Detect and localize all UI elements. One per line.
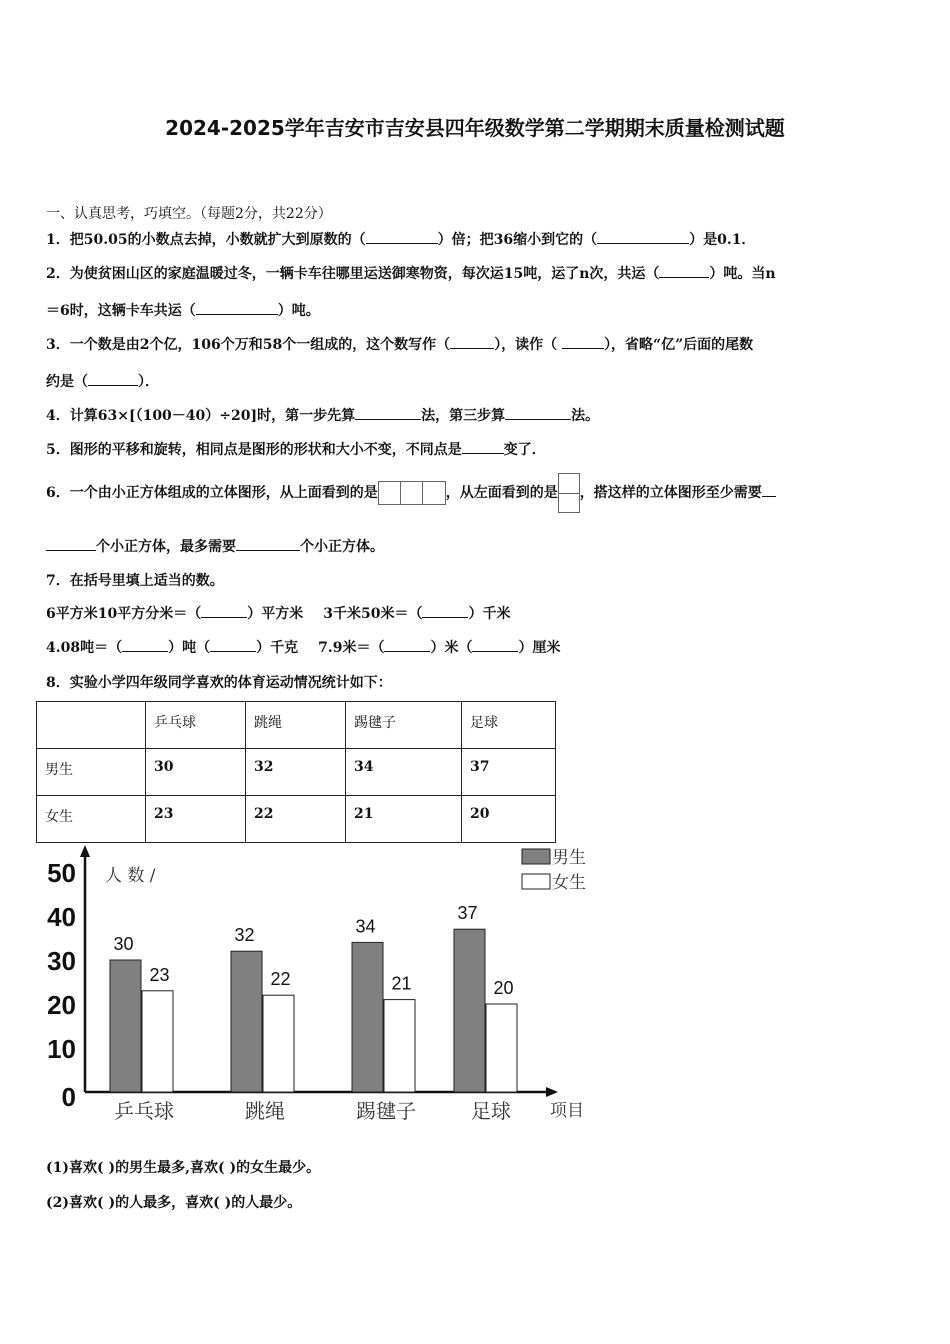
q1-text-a: 1．把50.05的小数点去掉，小数就扩大到原数的（ bbox=[46, 232, 366, 248]
y-tick-label: 20 bbox=[47, 990, 76, 1020]
table-cell: 21 bbox=[346, 796, 462, 843]
q1-text-b: ）倍；把36缩小到它的（ bbox=[437, 232, 598, 248]
q7-text-l2f: ）厘米 bbox=[518, 640, 561, 656]
question-8: 8．实验小学四年级同学喜欢的体育运动情况统计如下： bbox=[46, 675, 392, 691]
q7-text-l1d: ）千米 bbox=[468, 606, 511, 622]
x-tick-label: 踢毽子 bbox=[356, 1099, 416, 1123]
q1-blank-2[interactable] bbox=[597, 229, 689, 244]
table-row bbox=[37, 796, 556, 843]
q2-text-c: ＝6时，这辆卡车共运（ bbox=[46, 303, 196, 319]
q6-blank-2[interactable] bbox=[236, 536, 300, 551]
q4-blank-1[interactable] bbox=[355, 405, 421, 420]
q4-text-c: 法。 bbox=[571, 408, 600, 424]
stats-table bbox=[36, 701, 556, 843]
table-header-cell bbox=[37, 702, 146, 749]
left-view-figure bbox=[558, 473, 580, 513]
q7-text-l1b: ）平方米 bbox=[247, 606, 304, 622]
bar-girls bbox=[263, 995, 294, 1092]
question-2 bbox=[46, 263, 776, 283]
q5-text-b: 变了． bbox=[503, 442, 546, 458]
q7-blank-4[interactable] bbox=[210, 637, 256, 652]
q2-text-a: 2．为使贫困山区的家庭温暖过冬，一辆卡车往哪里运送御寒物资，每次运15吨，运了n次，共运（ bbox=[46, 266, 660, 282]
bar-girls bbox=[486, 1004, 517, 1092]
q7-text-l2a: 4.08吨＝（ bbox=[46, 640, 123, 656]
q1-text-c: ）是0.1． bbox=[689, 232, 756, 248]
bar-girls bbox=[142, 991, 173, 1092]
bar-value-label: 32 bbox=[234, 925, 255, 946]
question-7-line-2 bbox=[46, 637, 560, 657]
bar-value-label: 30 bbox=[113, 934, 134, 954]
table-header-row bbox=[37, 702, 556, 749]
question-6-cont bbox=[46, 536, 384, 556]
y-tick-label: 0 bbox=[61, 1082, 76, 1112]
q7-text-l1c: 3千米50米＝（ bbox=[323, 606, 423, 622]
table-header-cell: 足球 bbox=[462, 702, 556, 749]
y-tick-label: 50 bbox=[47, 858, 76, 888]
top-view-figure bbox=[378, 481, 446, 505]
q3-text-d: 约是（ bbox=[46, 374, 88, 390]
q2-text-b: ）吨。当n bbox=[709, 266, 776, 282]
bar-value-label: 20 bbox=[493, 978, 514, 998]
table-header-cell: 跳绳 bbox=[246, 702, 346, 749]
q2-blank-1[interactable] bbox=[659, 263, 709, 278]
table-cell: 30 bbox=[146, 749, 246, 796]
q3-blank-1[interactable] bbox=[450, 334, 494, 349]
question-7-line-1 bbox=[46, 603, 510, 623]
bar-girls bbox=[384, 1000, 415, 1092]
question-3 bbox=[46, 334, 753, 354]
table-cell: 20 bbox=[462, 796, 556, 843]
q3-blank-3[interactable] bbox=[88, 371, 138, 386]
q6-text-a: 6．一个由小正方体组成的立体图形，从上面看到的是 bbox=[46, 485, 378, 501]
x-tick-label: 乒乓球 bbox=[114, 1099, 174, 1123]
q7-text-l1a: 6平方米10平方分米＝（ bbox=[46, 606, 202, 622]
table-cell: 34 bbox=[346, 749, 462, 796]
question-3-cont bbox=[46, 371, 159, 391]
sub-question-1: (1)喜欢( )的男生最多,喜欢( )的女生最少。 bbox=[46, 1160, 321, 1176]
question-6 bbox=[46, 472, 776, 514]
q5-text-a: 5．图形的平移和旋转，相同点是图形的形状和大小不变，不同点是 bbox=[46, 442, 462, 458]
q3-blank-2[interactable] bbox=[562, 334, 604, 349]
bar-value-label: 34 bbox=[355, 916, 376, 937]
q2-text-d: ）吨。 bbox=[277, 303, 320, 319]
q6-text-c: ，搭这样的立体图形至少需要 bbox=[579, 485, 762, 501]
table-header-cell: 踢毽子 bbox=[346, 702, 462, 749]
q3-text-a: 3．一个数是由2个亿，106个万和58个一组成的，这个数写作（ bbox=[46, 337, 451, 353]
bar-value-label: 37 bbox=[457, 903, 478, 924]
q6-blank-1a[interactable] bbox=[762, 482, 776, 497]
y-tick-label: 30 bbox=[47, 946, 76, 976]
q6-text-d: 个小正方体，最多需要 bbox=[96, 539, 236, 555]
question-1 bbox=[46, 229, 755, 249]
bar-value-label: 21 bbox=[391, 973, 412, 994]
y-tick-label: 40 bbox=[47, 902, 76, 932]
bar-chart bbox=[30, 845, 600, 1130]
q4-blank-2[interactable] bbox=[505, 405, 571, 420]
y-axis-arrow bbox=[80, 845, 90, 857]
bar-boys bbox=[110, 960, 141, 1092]
x-tick-label: 足球 bbox=[471, 1099, 511, 1123]
q6-text-e: 个小正方体。 bbox=[300, 539, 384, 555]
question-4 bbox=[46, 405, 599, 425]
q4-text-b: 法，第三步算 bbox=[421, 408, 506, 424]
q7-text-l2c: ）千克 bbox=[256, 640, 299, 656]
q7-blank-1[interactable] bbox=[201, 603, 247, 618]
q7-blank-2[interactable] bbox=[422, 603, 468, 618]
row-label: 女生 bbox=[37, 796, 146, 843]
q3-text-b: ），读作（ bbox=[494, 337, 563, 353]
q5-blank-1[interactable] bbox=[462, 439, 504, 454]
x-axis-title: 项目 bbox=[550, 1101, 584, 1121]
q1-blank-1[interactable] bbox=[366, 229, 438, 244]
page-title: 2024-2025学年吉安市吉安县四年级数学第二学期期末质量检测试题 bbox=[165, 116, 785, 140]
table-cell: 23 bbox=[146, 796, 246, 843]
bar-boys bbox=[231, 951, 262, 1092]
table-cell: 37 bbox=[462, 749, 556, 796]
q7-text-l2d: 7.9米＝（ bbox=[318, 640, 385, 656]
table-header-cell: 乒乓球 bbox=[146, 702, 246, 749]
q6-blank-1b[interactable] bbox=[46, 536, 96, 551]
legend-label: 男生 bbox=[552, 848, 586, 868]
table-cell: 32 bbox=[246, 749, 346, 796]
q6-text-b: ，从左面看到的是 bbox=[445, 485, 558, 501]
legend-swatch bbox=[522, 849, 550, 864]
q7-text-l2b: ）吨（ bbox=[168, 640, 211, 656]
q7-blank-5[interactable] bbox=[384, 637, 430, 652]
q7-text-l2e: ）米（ bbox=[430, 640, 473, 656]
question-7: 7．在括号里填上适当的数。 bbox=[46, 573, 224, 589]
bar-value-label: 22 bbox=[270, 969, 291, 990]
legend-label: 女生 bbox=[552, 873, 586, 893]
x-tick-label: 跳绳 bbox=[245, 1099, 285, 1123]
x-axis-arrow bbox=[546, 1087, 558, 1097]
q7-blank-6[interactable] bbox=[472, 637, 518, 652]
sub-question-2: (2)喜欢( )的人最多，喜欢( )的人最少。 bbox=[46, 1195, 302, 1211]
bar-boys bbox=[454, 929, 485, 1092]
table-cell: 22 bbox=[246, 796, 346, 843]
question-5 bbox=[46, 439, 546, 459]
table-row bbox=[37, 749, 556, 796]
q4-text-a: 4．计算63×[（100－40）÷20]时，第一步先算 bbox=[46, 408, 356, 424]
bar-boys bbox=[352, 942, 383, 1092]
section-heading: 一、认真思考，巧填空。（每题2分，共22分） bbox=[46, 206, 332, 222]
bar-value-label: 23 bbox=[149, 964, 170, 985]
q3-text-c: ），省略“亿”后面的尾数 bbox=[604, 337, 754, 353]
q2-blank-2[interactable] bbox=[196, 300, 278, 315]
q7-blank-3[interactable] bbox=[122, 637, 168, 652]
q3-text-e: ）． bbox=[138, 374, 159, 390]
y-tick-label: 10 bbox=[47, 1034, 76, 1064]
question-2-cont bbox=[46, 300, 320, 320]
legend-swatch bbox=[522, 874, 550, 889]
y-axis-title: 人 数 / bbox=[105, 866, 156, 886]
row-label: 男生 bbox=[37, 749, 146, 796]
